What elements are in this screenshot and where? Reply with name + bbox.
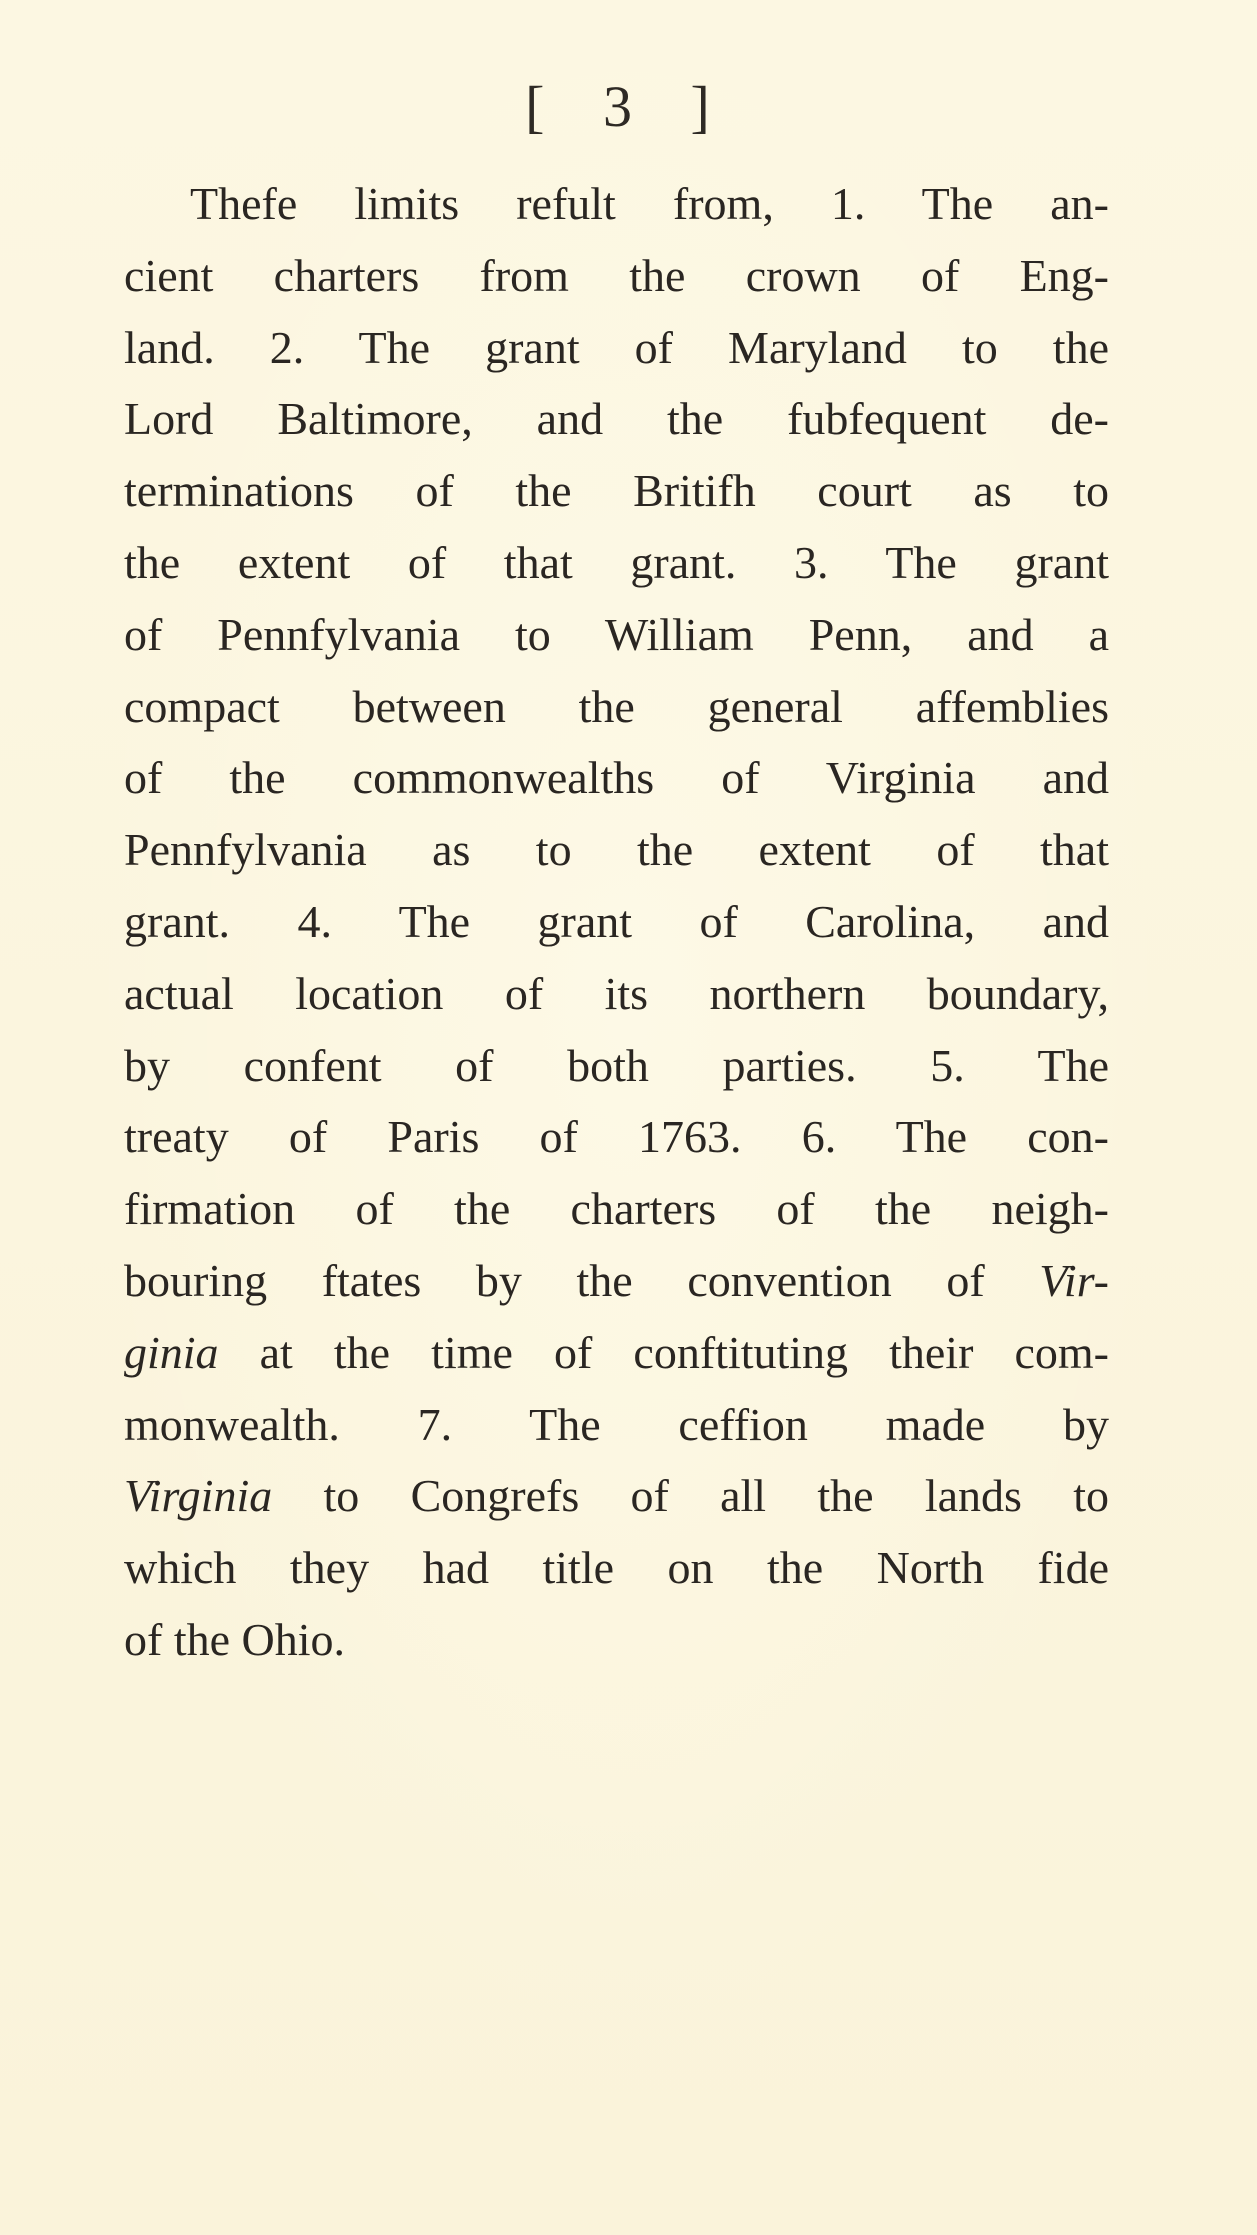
text-line: grant. 4. The grant of Carolina, and [124,895,1109,947]
text-line-mixed [124,1460,1109,1532]
italic-segment: Virginia [124,1470,273,1522]
body-text [124,168,1109,1676]
text-line-mixed [124,1245,1109,1317]
text-line: land. 2. The grant of Maryland to the [124,321,1109,373]
page-number-header: [ 3 ] [525,74,732,139]
text-segment: at the time of conftituting their com- [218,1326,1109,1378]
italic-segment: ginia [124,1326,219,1378]
text-line: cient charters from the crown of Eng- [124,249,1109,301]
text-line: Pennfylvania as to the extent of that [124,824,1109,876]
text-line: by confent of both parties. 5. The [124,1039,1109,1091]
text-line: of the commonwealths of Virginia and [124,752,1109,804]
text-line: terminations of the Britifh court as to [124,465,1109,517]
text-line: actual location of its northern boundary, [124,967,1109,1019]
text-line: monwealth. 7. The ceffion made by [124,1398,1109,1450]
text-line: the extent of that grant. 3. The grant [124,536,1109,588]
text-line: which they had title on the North fide [124,1542,1109,1594]
text-line: of the Ohio. [124,1613,346,1665]
text-line: treaty of Paris of 1763. 6. The con- [124,1111,1109,1163]
text-line: of Pennfylvania to William Penn, and a [124,608,1109,660]
text-line: compact between the general affemblies [124,680,1109,732]
text-line: Lord Baltimore, and the fubfequent de- [124,393,1109,445]
italic-segment: Vir- [1039,1254,1109,1306]
text-segment: bouring ftates by the convention of [124,1254,1040,1306]
text-line-mixed [124,1317,1109,1389]
text-segment: to Congrefs of all the lands to [272,1470,1109,1522]
text-line: Thefe limits refult from, 1. The an- [190,178,1109,229]
text-line: firmation of the charters of the neigh- [124,1183,1109,1235]
